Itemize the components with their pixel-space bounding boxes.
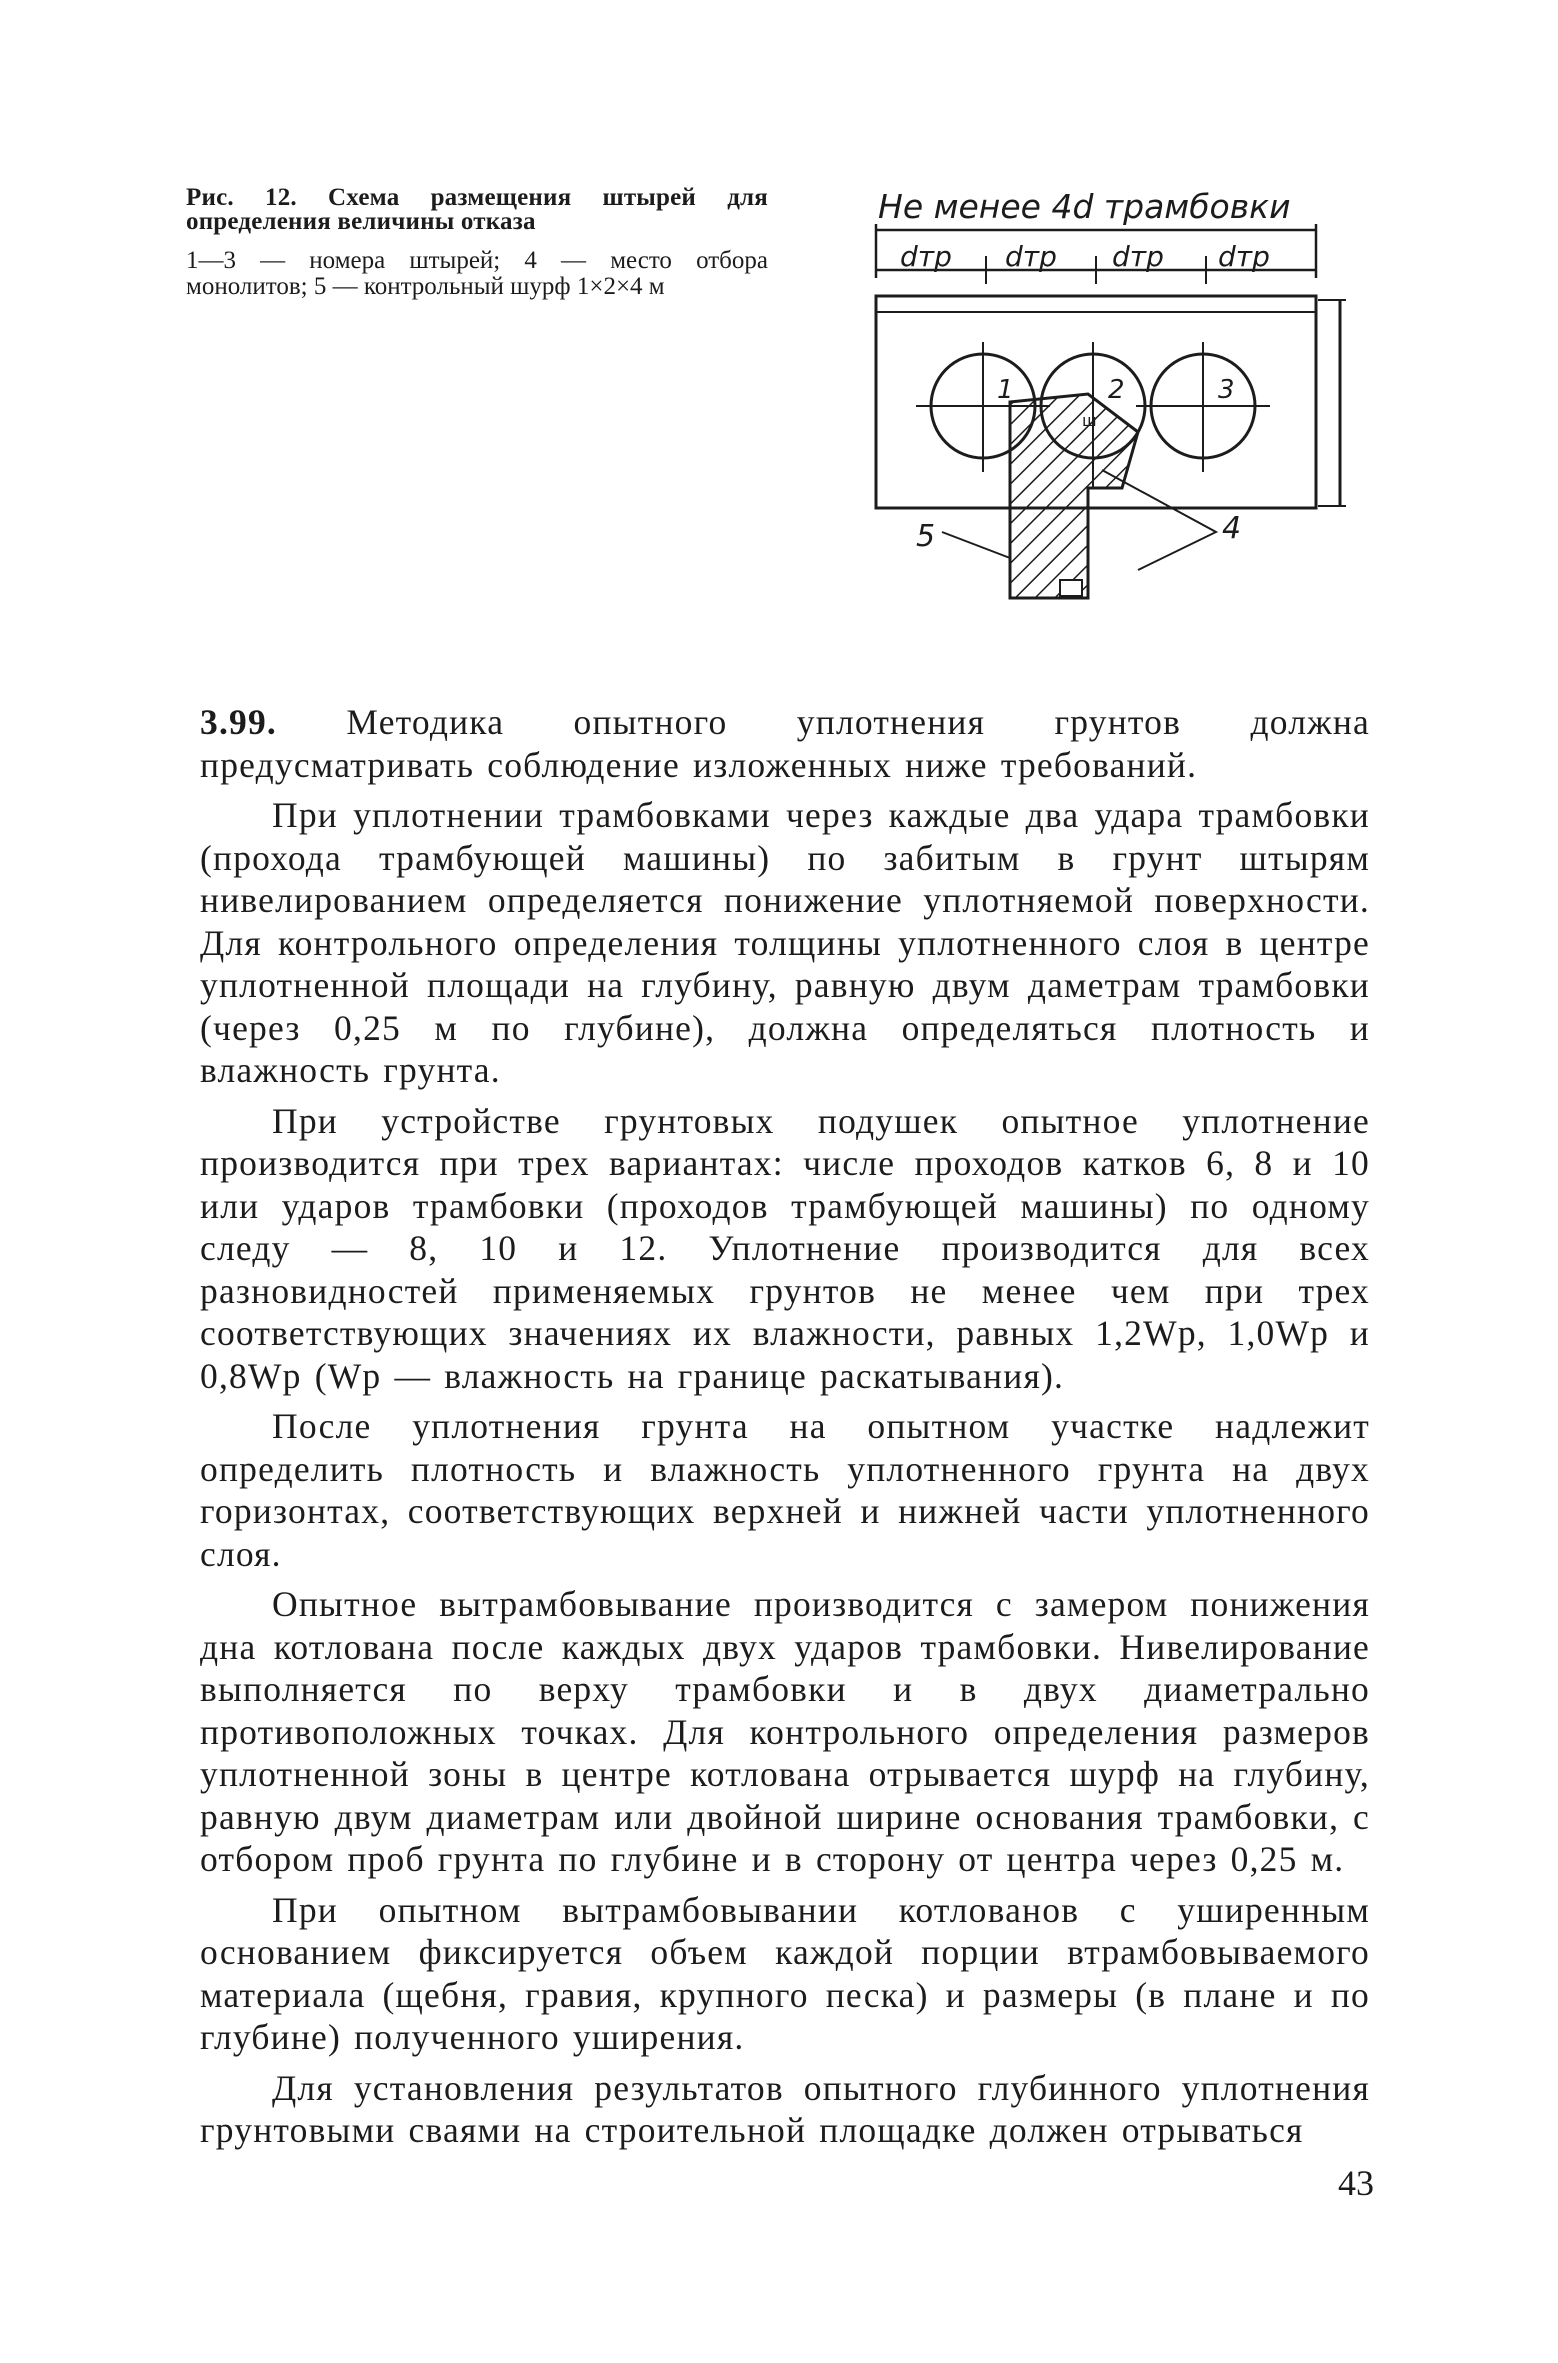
page-number: 43 [1338, 2163, 1374, 2203]
callout-4-label: 4 [1222, 511, 1242, 546]
pin-3-label: 3 [1218, 375, 1235, 405]
paragraph-3: После уплотнения грунта на опытном участке надлежит определить плотность и влажность уплотненного грунта на двух горизонтах, соответствующих верхней и нижней части уплотненного слоя. [200, 1406, 1370, 1574]
paragraph-5: При опытном вытрамбовывании котлованов с уширенным основанием фиксируется объем каждой порции втрамбовываемого материала (щебня, гравия, крупного песка) и размеры (в плане и по глубине) полученного уширения. [200, 1889, 1370, 2057]
top-dimension-label: Не менее 4d трамбовки [878, 188, 1291, 226]
figure-diagram [850, 188, 1370, 618]
control-pit [1010, 394, 1138, 598]
sample-box [1060, 580, 1082, 596]
pin-1-label: 1 [997, 375, 1014, 405]
pin-3 [1136, 342, 1270, 472]
pin-2-label: 2 [1108, 375, 1125, 405]
segment-label-3: dтр [1112, 240, 1164, 273]
callout-5-label: 5 [916, 519, 936, 554]
figure-caption-legend: 1—3 — номера штырей; 4 — место отбора монолитов; 5 — контрольный шурф 1×2×4 м [186, 247, 768, 300]
paragraph-6: Для установления результатов опытного глубинного уплотнения грунтовыми сваями на строительной площадке должен отрываться [200, 2067, 1370, 2150]
body-text [200, 701, 1370, 2160]
figure-caption-title: Рис. 12. Схема размещения штырей для определения величины отказа [186, 184, 768, 235]
section-text: Методика опытного уплотнения грунтов должна предусматривать соблюдение изложенных ниже требований. [200, 702, 1370, 785]
paragraph-4: Опытное вытрамбовывание производится с замером понижения дна котлована после каждых двух ударов трамбовки. Нивелирование выполняется по верху трамбовки и в двух диаметрально противоположных точках. Для контрольного определения размеров уплотненной зоны в центре котлована отрывается шурф на глубину, равную двум диаметрам или двойной ширине основания трамбовки, с отбором проб грунта по глубине и в сторону от центра через 0,25 м. [200, 1584, 1370, 1879]
section-paragraph [200, 701, 1370, 786]
sample-mark: ш [1082, 411, 1097, 430]
segment-label-4: dтр [1218, 240, 1270, 273]
paragraph-2: При устройстве грунтовых подушек опытное уплотнение производится при трех вариантах: числе проходов катков 6, 8 и 10 или ударов трамбовки (проходов трамбующей машины) по одному следу — 8, 10 и 12. Уплотнение производится для всех разновидностей применяемых грунтов не менее чем при трех соответствующих значениях их влажности, равных 1,2Wр, 1,0Wр и 0,8Wр (Wр — влажность на границе раскатывания). [200, 1100, 1370, 1396]
callout-5-leader [942, 532, 1010, 558]
figure-caption [186, 186, 768, 300]
pin-layout-diagram [850, 188, 1370, 618]
section-number: 3.99. [200, 702, 277, 742]
segment-label-2: dтр [1005, 240, 1057, 273]
paragraph-1: При уплотнении трамбовками через каждые два удара трамбовки (прохода трамбующей машины) по забитым в грунт штырям нивелированием определяется понижение уплотняемой поверхности. Для контрольного определения толщины уплотненного слоя в центре уплотненной площади на глубину, равную двум даметрам трамбовки (через 0,25 м по глубине), должна определяться плотность и влажность грунта. [200, 795, 1370, 1090]
segment-label-1: dтр [900, 240, 952, 273]
